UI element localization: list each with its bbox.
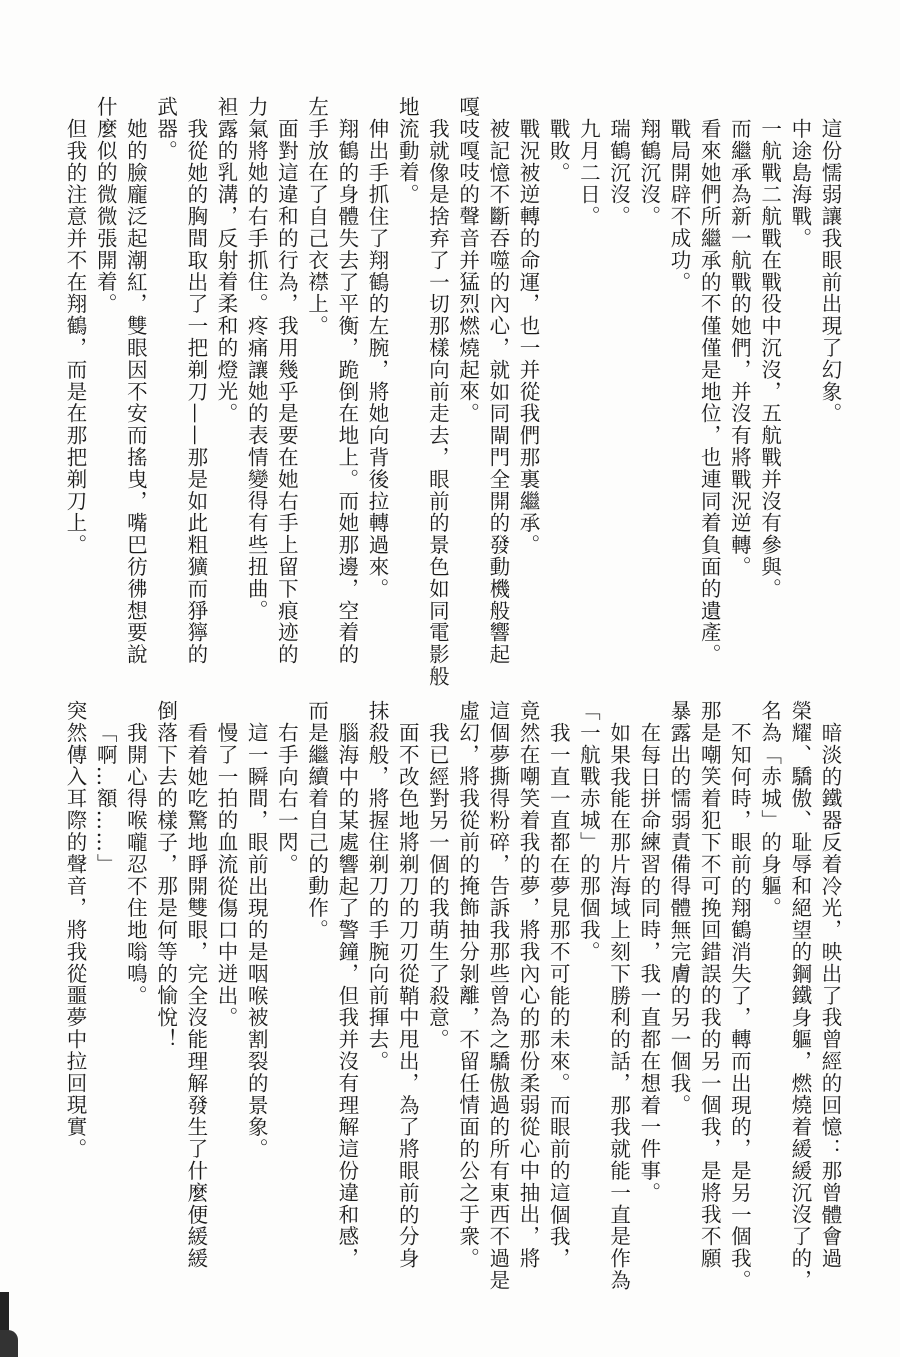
text-column: 她的臉龐泛起潮紅，雙眼因不安而搖曳，嘴巴彷彿想要說 [123,118,148,666]
text-column: 我已經對另一個的我萌生了殺意。 [425,722,450,1051]
text-column: 但我的注意并不在翔鶴，而是在那把剃刀上。 [63,118,87,556]
text-column: 而是繼續着自己的動作。 [304,700,329,941]
text-column: 翔鶴沉沒。 [636,118,661,228]
text-column: 中途島海戰。 [787,118,812,250]
text-column: 武器。 [153,96,178,162]
text-column: 那是嘲笑着犯下不可挽回錯誤的我的另一個我，是將我不願 [697,700,722,1270]
text-column: 「一航戰赤城」的那個我。 [576,700,601,963]
text-column: 「啊…額……」 [93,722,118,876]
text-column: 腦海中的某處響起了警鐘，但我并沒有理解這份違和感， [334,722,359,1270]
text-column: 地流動着。 [395,96,420,206]
text-column: 看着她吃驚地睜開雙眼，完全沒能理解發生了什麼便緩緩 [183,722,208,1270]
lower-text-block [0,700,900,1292]
text-column: 虛幻，將我從前的掩飾抽分剝離，不留任情面的公之于衆。 [455,700,480,1270]
text-column: 一航戰二航戰在戰役中沉沒，五航戰并沒有參與。 [757,118,782,600]
text-column: 抹殺般，將握住剃刀的手腕向前揮去。 [365,700,389,1073]
text-column: 面對這違和的行為，我用幾乎是要在她右手上留下痕迹的 [274,118,299,666]
text-column: 竟然在嘲笑着我的夢，將我內心的那份柔弱從心中抽出，將 [516,700,540,1270]
upper-text-block [0,96,900,688]
text-column: 慢了一拍的血流從傷口中迸出。 [214,722,238,1029]
text-column: 力氣將她的右手抓住。疼痛讓她的表情變得有些扭曲。 [244,96,269,622]
text-column: 嘎吱嘎吱的聲音并猛烈燃燒起來。 [455,96,480,425]
text-column: 伸出手抓住了翔鶴的左腕，將她向背後拉轉過來。 [365,118,389,600]
text-column: 突然傳入耳際的聲音，將我從噩夢中拉回現實。 [63,700,87,1160]
text-column: 這一瞬間，眼前出現的是咽喉被割裂的景象。 [244,722,269,1160]
text-column: 袒露的乳溝，反射着柔和的燈光。 [214,96,238,425]
text-column: 戰況被逆轉的命運，也一并從我們那裏繼承。 [516,118,540,556]
text-column: 在每日拼命練習的同時，我一直都在想着一件事。 [636,722,661,1204]
text-column: 暴露出的懦弱責備得體無完膚的另一個我。 [667,700,691,1117]
text-column: 翔鶴的身體失去了平衡，跪倒在地上。而她那邊，空着的 [334,118,359,666]
text-column: 我從她的胸間取出了一把剃刀——那是如此粗獷而猙獰的 [183,118,208,666]
text-column: 面不改色地將剃刀的刀刃從鞘中甩出，為了將眼前的分身 [395,722,420,1270]
text-column: 暗淡的鐵器反着冷光，映出了我曾經的回憶：那曾體會過 [818,722,842,1270]
text-column: 這份懦弱讓我眼前出現了幻象。 [818,118,842,425]
text-column: 這個夢撕得粉碎，告訴我那些曾為之驕傲過的所有東西不過是 [485,700,510,1292]
text-column: 戰局開辟不成功。 [667,118,691,294]
text-column: 倒落下去的樣子，那是何等的愉悅！ [153,700,178,1051]
text-column: 戰敗。 [546,118,571,184]
text-column: 被記憶不斷吞噬的內心，就如同閘門全開的發動機般響起 [485,118,510,666]
text-column: 右手向右一閃。 [274,722,299,876]
text-column: 九月二日。 [576,118,601,228]
text-column: 名為「赤城」的身軀。 [757,700,782,919]
text-column: 什麼似的微微張開着。 [93,96,118,315]
text-column: 我就像是捨弃了一切那樣向前走去，眼前的景色如同電影般 [425,118,450,688]
text-column: 看來她們所繼承的不僅僅是地位，也連同着負面的遺產。 [697,118,722,666]
text-column: 不知何時，眼前的翔鶴消失了，轉而出現的，是另一個我。 [727,722,752,1292]
text-column: 如果我能在那片海域上刻下勝利的話，那我就能一直是作為 [606,722,631,1292]
text-column: 而繼承為新一航戰的她們，并沒有將戰況逆轉。 [727,118,752,578]
text-column: 瑞鶴沉沒。 [606,118,631,228]
text-column: 我開心得喉嚨忍不住地嗡鳴。 [123,722,148,1007]
text-column: 我一直一直都在夢見那不可能的未來。而眼前的這個我， [546,722,571,1270]
text-column: 榮耀、驕傲、耻辱和絕望的鋼鐵身軀，燃燒着緩緩沉沒了的， [787,700,812,1292]
scan-corner-mark [0,1330,18,1357]
text-column: 左手放在了自己衣襟上。 [304,96,329,337]
